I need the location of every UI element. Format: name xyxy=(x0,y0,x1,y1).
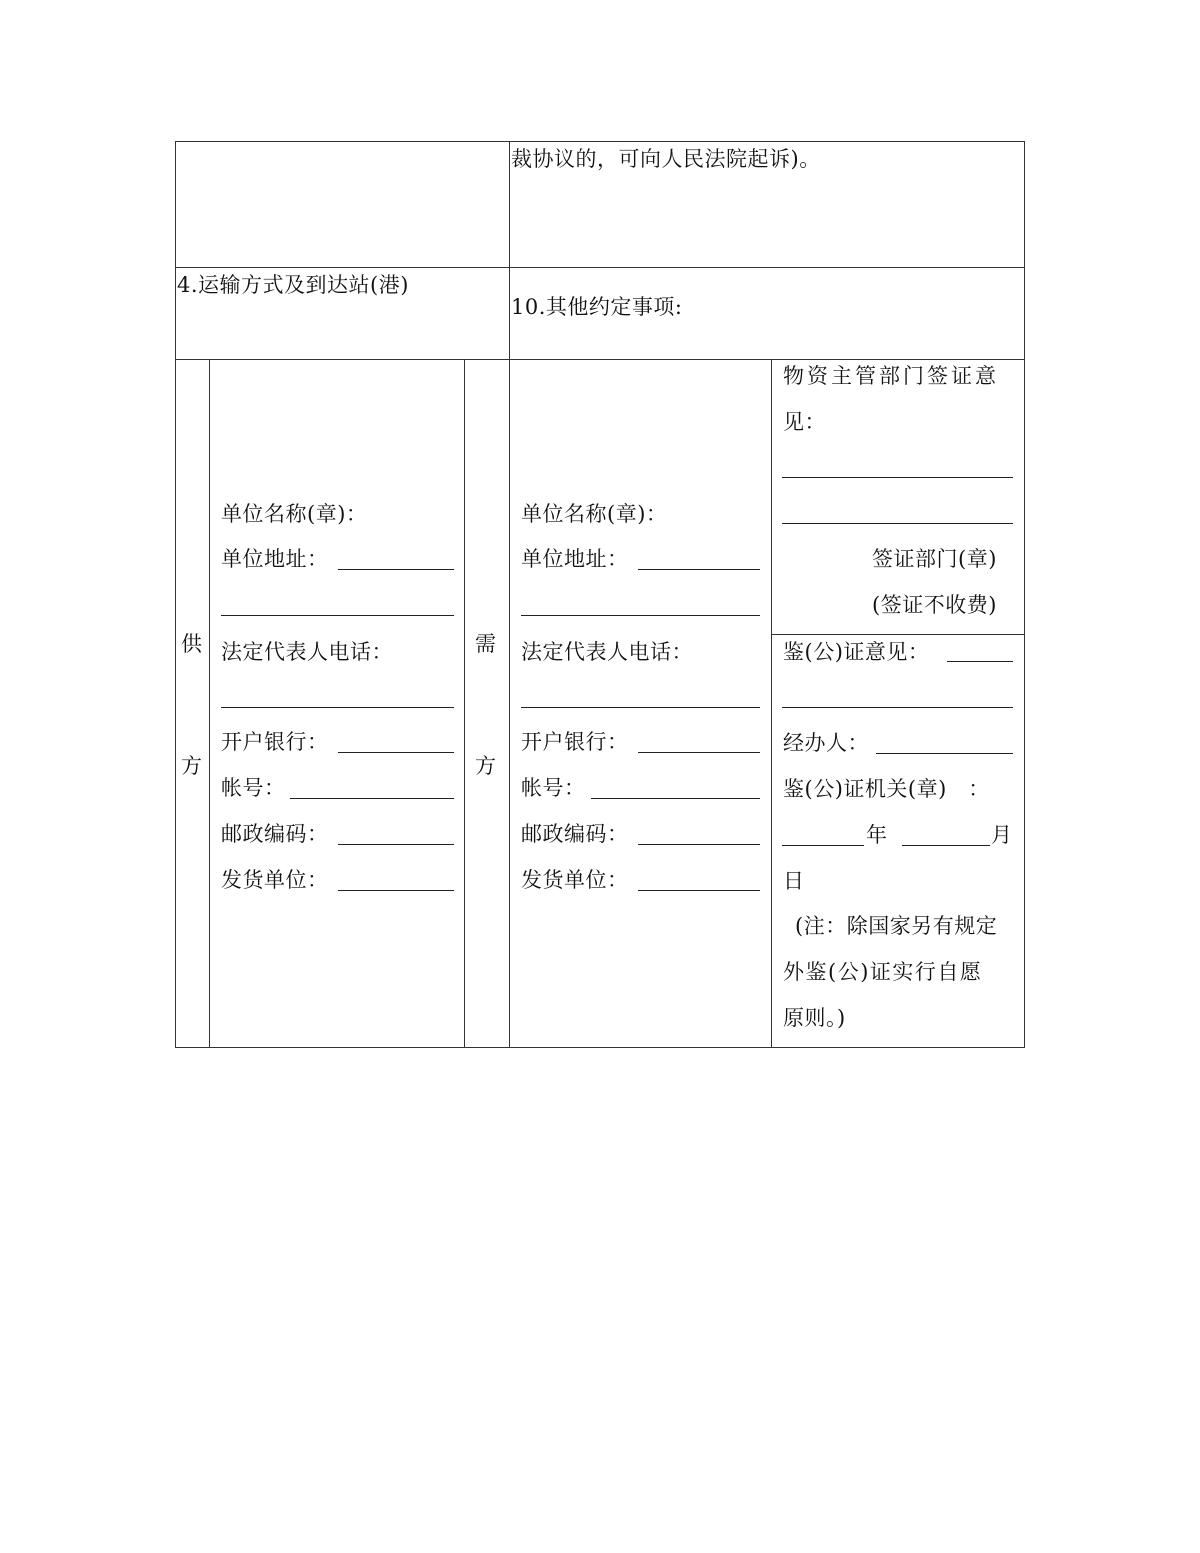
supplier-legal-rep-phone-field[interactable] xyxy=(221,707,454,708)
buyer-label-divider-left xyxy=(464,359,465,1048)
table-col-divider-middle xyxy=(509,141,510,1048)
notary-note-line-1: (注：除国家另有规定 xyxy=(795,914,998,938)
buyer-unit-address-field-2[interactable] xyxy=(521,615,760,616)
other-matters-label: 10.其他约定事项: xyxy=(511,295,683,319)
authority-opinion-field-1[interactable] xyxy=(782,477,1013,478)
notary-month-label: 月 xyxy=(991,823,1013,847)
buyer-postal-code-label: 邮政编码： xyxy=(521,822,629,846)
notary-note-line-3: 原则。) xyxy=(783,1006,846,1030)
buyer-bank-label: 开户银行： xyxy=(521,730,629,754)
notary-year-label: 年 xyxy=(866,823,888,847)
table-border-top xyxy=(175,141,1025,142)
buyer-legal-rep-phone-field[interactable] xyxy=(521,707,760,708)
notary-day-label: 日 xyxy=(783,869,805,893)
supplier-account-label: 帐号： xyxy=(221,776,286,800)
transport-label: 4.运输方式及到达站(港) xyxy=(177,273,409,297)
buyer-legal-rep-phone-label: 法定代表人电话： xyxy=(521,640,693,664)
notary-handler-label: 经办人： xyxy=(783,731,869,755)
supplier-shipping-unit-label: 发货单位： xyxy=(221,868,329,892)
supplier-side-label-2: 方 xyxy=(181,754,203,778)
table-row-divider-2 xyxy=(175,359,1025,360)
arbitration-clause-text: 裁协议的，可向人民法院起诉)。 xyxy=(511,147,821,171)
notary-opinion-field[interactable] xyxy=(947,661,1013,662)
table-border-left xyxy=(175,141,176,1048)
buyer-unit-name-label: 单位名称(章)： xyxy=(521,502,668,526)
supplier-postal-code-field[interactable] xyxy=(338,844,454,845)
notary-note-line-2: 外鉴(公)证实行自愿 xyxy=(783,960,983,984)
notary-handler-field[interactable] xyxy=(876,753,1013,754)
supplier-unit-address-field-2[interactable] xyxy=(221,615,454,616)
authority-opinion-field-2[interactable] xyxy=(782,523,1013,524)
supplier-bank-label: 开户银行： xyxy=(221,730,329,754)
supplier-label-divider xyxy=(209,359,210,1048)
buyer-side-label-2: 方 xyxy=(475,754,497,778)
table-border-right xyxy=(1024,141,1025,1048)
supplier-bank-field[interactable] xyxy=(338,752,454,753)
supplier-unit-name-label: 单位名称(章)： xyxy=(221,502,368,526)
buyer-account-label: 帐号： xyxy=(521,776,586,800)
buyer-authority-divider xyxy=(771,359,772,1048)
authority-no-fee-label: (签证不收费) xyxy=(872,593,997,617)
buyer-account-field[interactable] xyxy=(591,798,760,799)
table-border-bottom xyxy=(175,1047,1025,1048)
authority-opinion-label-2: 见： xyxy=(783,410,826,434)
supplier-shipping-unit-field[interactable] xyxy=(338,890,454,891)
notary-year-field[interactable] xyxy=(782,845,864,846)
authority-opinion-label-1: 物资主管部门签证意 xyxy=(783,364,999,388)
authority-notary-divider xyxy=(771,634,1025,635)
supplier-postal-code-label: 邮政编码： xyxy=(221,822,329,846)
supplier-unit-address-label: 单位地址： xyxy=(221,547,329,571)
buyer-receiving-unit-field[interactable] xyxy=(638,890,760,891)
notary-office-label: 鉴(公)证机关(章) ： xyxy=(783,777,990,801)
buyer-postal-code-field[interactable] xyxy=(638,844,760,845)
buyer-receiving-unit-label: 发货单位： xyxy=(521,868,629,892)
buyer-unit-address-field[interactable] xyxy=(638,569,760,570)
supplier-account-field[interactable] xyxy=(290,798,454,799)
buyer-unit-address-label: 单位地址： xyxy=(521,547,629,571)
supplier-unit-address-field[interactable] xyxy=(338,569,454,570)
buyer-side-label-1: 需 xyxy=(475,632,497,656)
notary-month-field[interactable] xyxy=(902,845,990,846)
authority-visa-dept-label: 签证部门(章) xyxy=(872,547,997,571)
buyer-bank-field[interactable] xyxy=(638,752,760,753)
table-row-divider-1 xyxy=(175,267,1025,268)
supplier-legal-rep-phone-label: 法定代表人电话： xyxy=(221,640,393,664)
supplier-side-label-1: 供 xyxy=(181,632,203,656)
notary-opinion-field-2[interactable] xyxy=(782,707,1013,708)
notary-opinion-label: 鉴(公)证意见： xyxy=(783,640,930,664)
